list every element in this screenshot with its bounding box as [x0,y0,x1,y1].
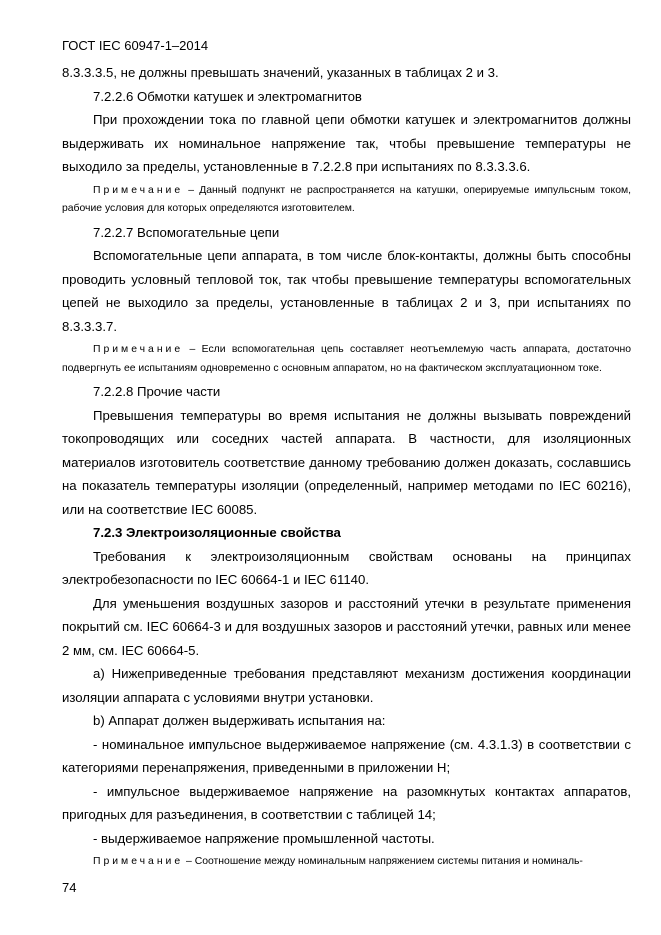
note-text: – Если вспомогательная цепь составляет неотъемлемую часть аппарата, достаточно подвергнуть ее испытаниям одновременно с основным аппаратом, но на фактическом эксплуатационном токе. [62,344,631,374]
note-auxiliary-circuits [62,341,631,378]
paragraph-coil-windings: При прохождении тока по главной цепи обмотки катушек и электромагнитов должны выдерживать их номинальное напряжение так, чтобы превышение температуры не выходило за пределы, установленные в 7.2.2.8 при испытаниях по 8.3.3.3.6. [62,112,631,174]
paragraph-dielectric-basis: Требования к электроизоляционным свойствам основаны на принципах электробезопасности по IEC 60664-1 и IEC 61140. [62,548,631,587]
section-heading-7-2-3: 7.2.3 Электроизоляционные свойства [93,525,341,540]
note-label: Примечание [93,184,184,196]
paragraph-continuation: 8.3.3.3.5, не должны превышать значений, указанных в таблицах 2 и 3. [62,65,499,80]
list-item-open-contacts: - импульсное выдерживаемое напряжение на разомкнутых контактах аппаратов, пригодных для разъединения, в соответствии с таблицей 14; [62,783,631,822]
paragraph-item-a: а) Нижеприведенные требования представляют механизм достижения координации изоляции аппарата с условиями внутри установки. [62,666,631,705]
section-heading-7-2-2-8: 7.2.2.8 Прочие части [93,384,221,399]
list-item-impulse-voltage: - номинальное импульсное выдерживаемое напряжение (см. 4.3.1.3) в соответствии с категориями перенапряжения, приведенными в приложении H; [62,736,631,775]
section-heading-7-2-2-7: 7.2.2.7 Вспомогательные цепи [93,224,280,240]
paragraph-auxiliary-circuits: Вспомогательные цепи аппарата, в том числе блок-контакты, должны быть способны проводить условный тепловой ток, так чтобы превышение температуры вспомогательных цепей не выходило за пределы, установленные в таблицах 2 и 3, при испытаниях по 8.3.3.3.7. [62,248,631,334]
note-label: Примечание [93,344,184,355]
paragraph-other-parts: Превышения температуры во время испытания не должны вызывать повреждений токопроводящих или соседних частей аппарата. В частности, для изоляционных материалов изготовитель соответствие данному требованию должен доказать, сославшись на показатель температуры изоляции (определенный, например методами по IEC 60216), или на соответствие IEC 60085. [62,407,631,517]
paragraph-coatings: Для уменьшения воздушных зазоров и расстояний утечки в результате применения покрытий см. IEC 60664-3 и для воздушных зазоров и расстояний утечки, равных или менее 2 мм, см. IEC 60664-5. [62,595,631,658]
note-text: – Данный подпункт не распространяется на катушки, оперируемые импульсным током, рабочие условия для которых определяются изготовителем. [62,184,631,214]
standard-header: ГОСТ IEC 60947-1–2014 [62,38,209,53]
section-heading-7-2-2-6: 7.2.2.6 Обмотки катушек и электромагнитов [93,88,362,104]
paragraph-item-b: b) Аппарат должен выдерживать испытания на: [93,713,386,728]
note-coil-windings [62,182,631,219]
note-label: Примечание [93,856,184,867]
note-supply-voltage [62,853,631,872]
page-number: 74 [62,880,77,895]
page-content [62,61,631,874]
list-item-power-frequency: - выдерживаемое напряжение промышленной частоты. [93,830,435,846]
note-text: – Соотношение между номинальным напряжением системы питания и номиналь- [183,856,583,867]
